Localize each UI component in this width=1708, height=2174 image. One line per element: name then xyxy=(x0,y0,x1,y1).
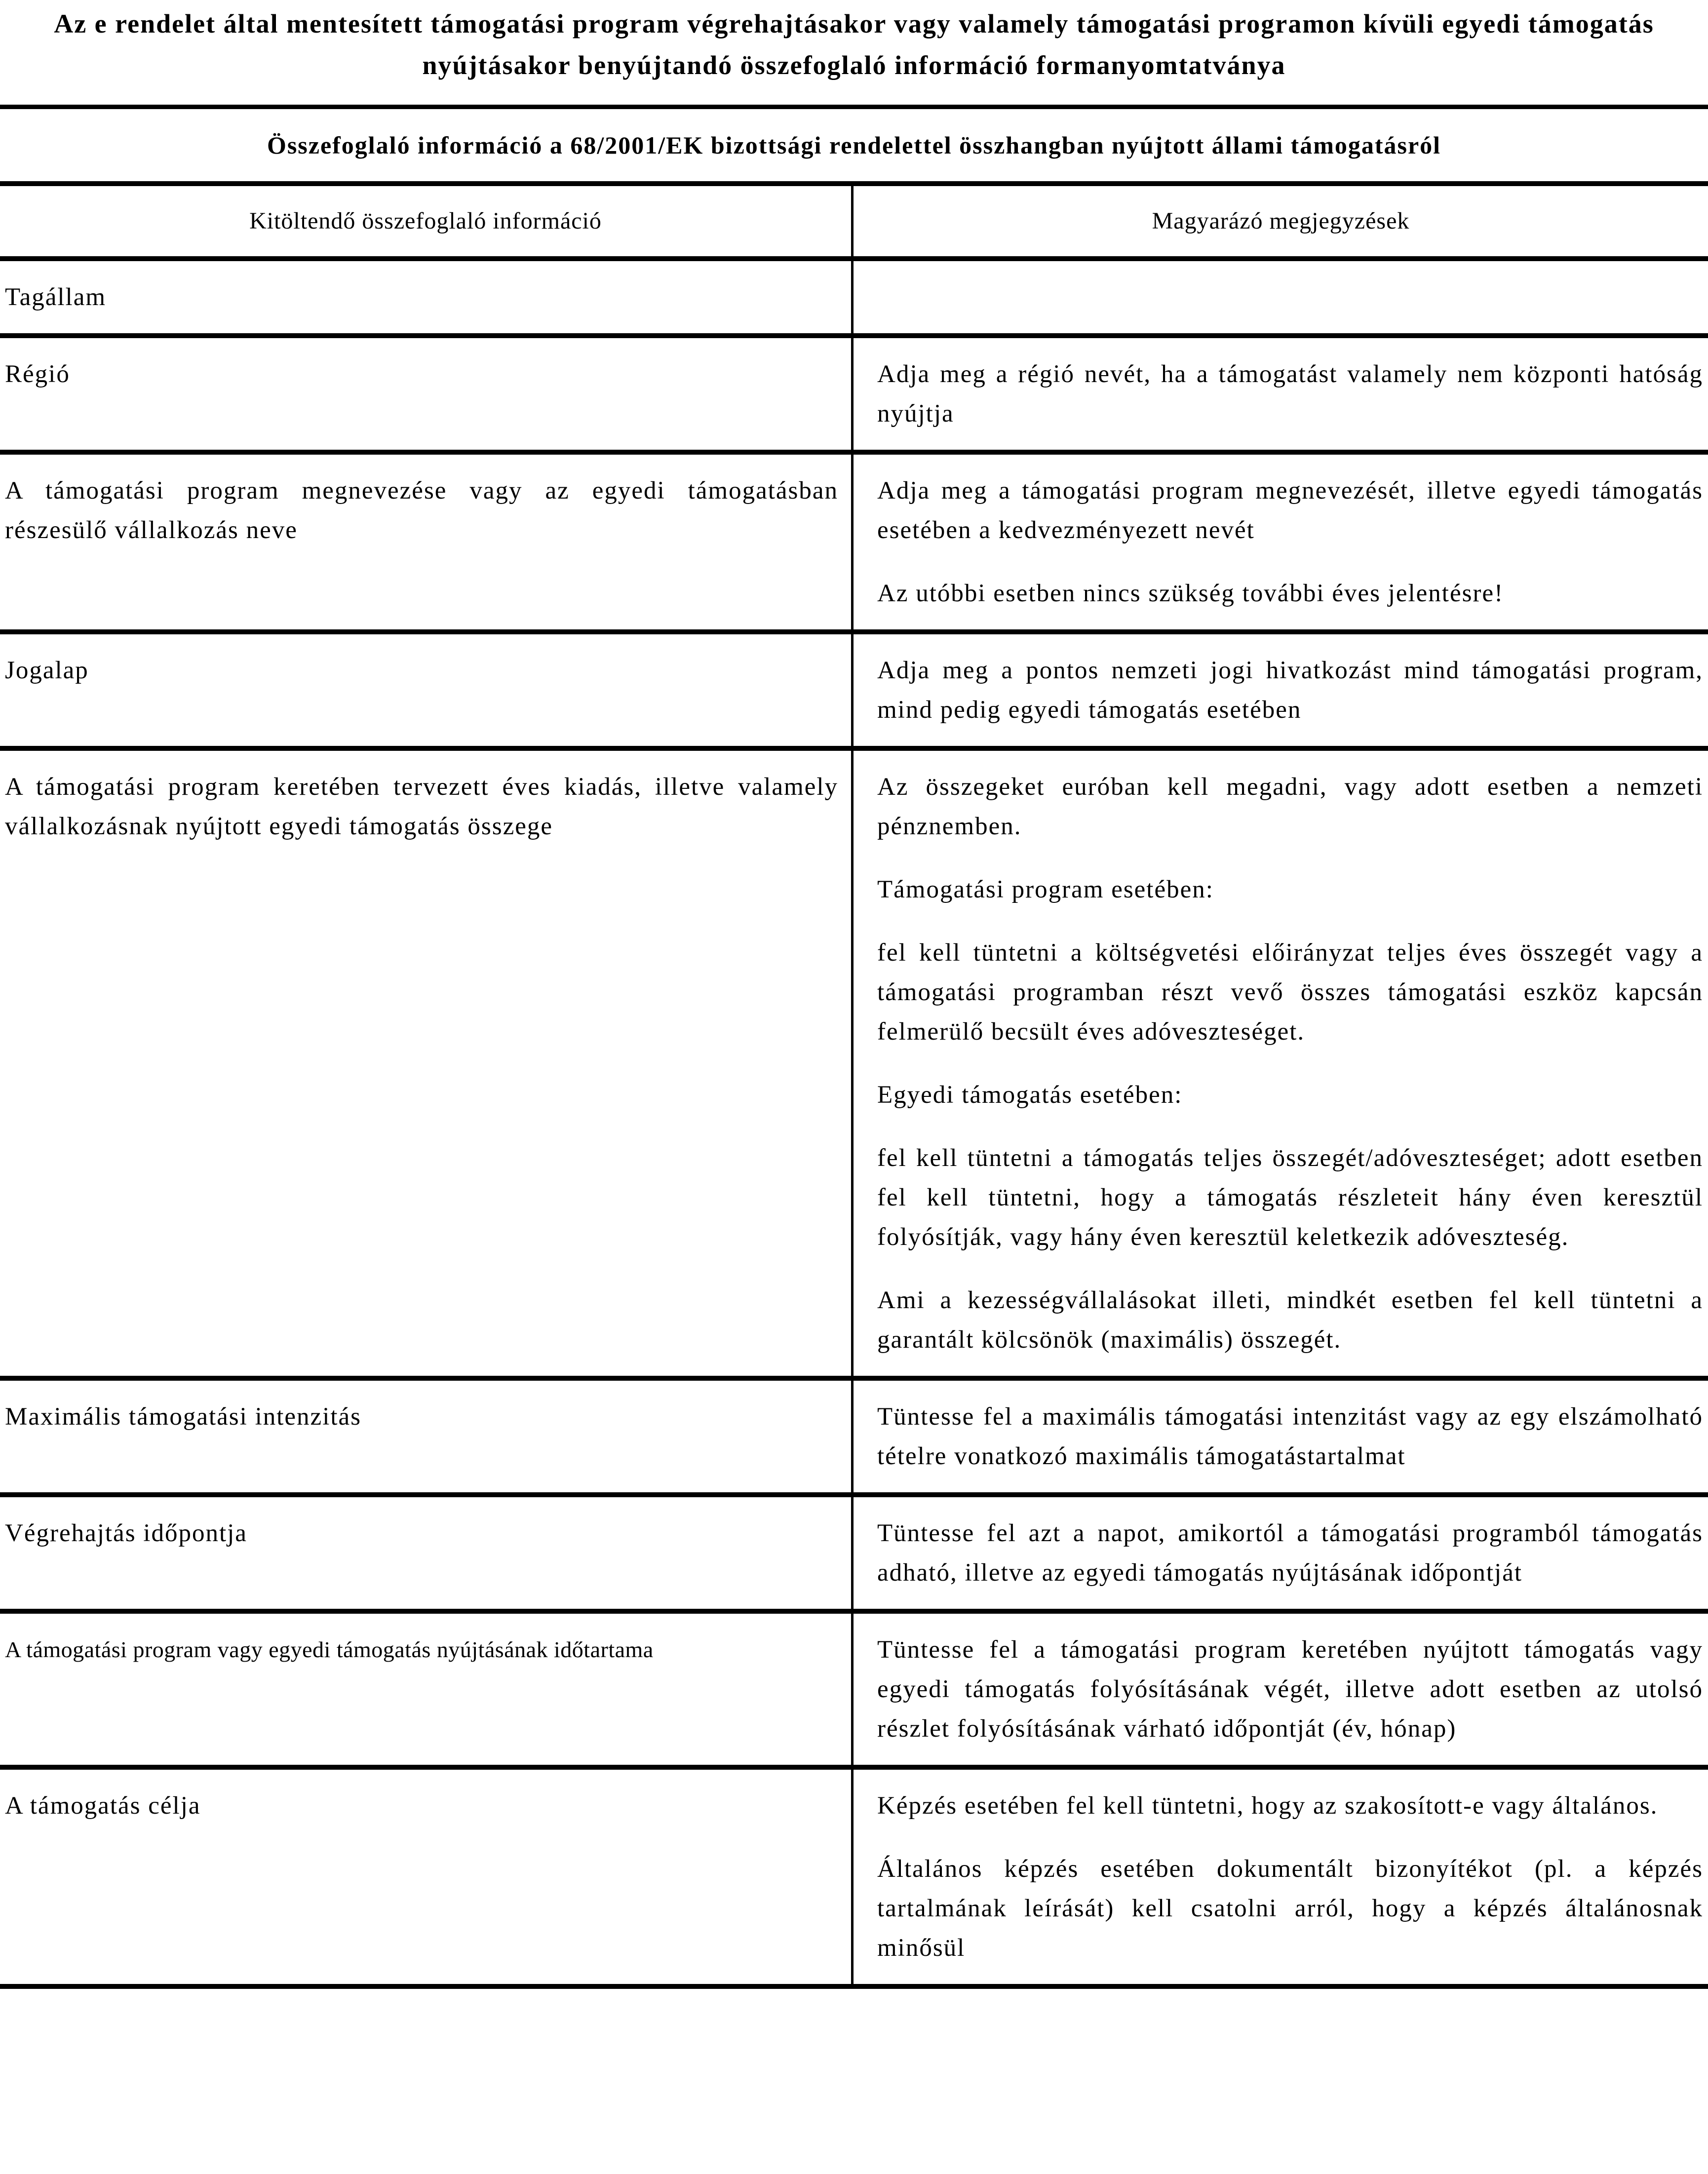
table-row xyxy=(0,1770,1708,1989)
summary-info-text: A támogatási program vagy egyedi támogatás nyújtásának időtartama xyxy=(5,1637,654,1662)
explanatory-note-text: fel kell tüntetni a költségvetési előirányzat teljes éves összegét vagy a támogatási programban részt vevő összes támogatási eszköz kapcsán felmerülő becsült éves adóveszteséget. xyxy=(877,939,1703,1046)
summary-info-cell xyxy=(0,338,851,450)
table-row xyxy=(0,261,1708,338)
explanatory-notes-cell xyxy=(851,1497,1708,1609)
explanatory-note-text: Adja meg a régió nevét, ha a támogatást valamely nem központi hatóság nyújtja xyxy=(877,360,1703,427)
explanatory-note-text: Tüntesse fel a maximális támogatási intenzitást vagy az egy elszámolható tételre vonatkozó maximális támogatástartalmat xyxy=(877,1403,1703,1470)
table-row xyxy=(0,455,1708,634)
column-header-explanatory-notes: Magyarázó megjegyzések xyxy=(851,186,1708,256)
summary-info-text: A támogatás célja xyxy=(5,1792,201,1820)
explanatory-note-text: Ami a kezességvállalásokat illeti, mindkét esetben fel kell tüntetni a garantált kölcsönök (maximális) összegét. xyxy=(877,1286,1703,1354)
explanatory-note-text: Az összegeket euróban kell megadni, vagy adott esetben a nemzeti pénznemben. xyxy=(877,773,1703,840)
summary-info-text: A támogatási program keretében tervezett éves kiadás, illetve valamely vállalkozásnak nyújtott egyedi támogatás összege xyxy=(5,773,838,840)
summary-info-cell xyxy=(0,1770,851,1984)
summary-info-cell xyxy=(0,751,851,1376)
table-row xyxy=(0,1381,1708,1497)
explanatory-note-text: Tüntesse fel azt a napot, amikortól a támogatási programból támogatás adható, illetve az egyedi támogatás nyújtásának időpontját xyxy=(877,1519,1703,1587)
explanatory-notes-cell xyxy=(851,751,1708,1376)
explanatory-notes-cell xyxy=(851,455,1708,629)
explanatory-note-text: Az utóbbi esetben nincs szükség további éves jelentésre! xyxy=(877,580,1504,607)
summary-info-cell xyxy=(0,1614,851,1765)
table-row xyxy=(0,634,1708,751)
explanatory-notes-cell xyxy=(851,1381,1708,1492)
explanatory-note-text: Adja meg a támogatási program megnevezését, illetve egyedi támogatás esetében a kedvezményezett nevét xyxy=(877,477,1703,544)
explanatory-notes-cell xyxy=(851,1614,1708,1765)
explanatory-notes-cell xyxy=(851,338,1708,450)
table-row xyxy=(0,751,1708,1381)
table-row xyxy=(0,338,1708,455)
summary-info-cell xyxy=(0,455,851,629)
summary-info-cell xyxy=(0,1381,851,1492)
explanatory-note-text: Tüntesse fel a támogatási program keretében nyújtott támogatás vagy egyedi támogatás folyósításának végét, illetve adott esetben az utolsó részlet folyósításának várható időpontját (év, hónap) xyxy=(877,1636,1703,1743)
explanatory-note-text: Egyedi támogatás esetében: xyxy=(877,1081,1183,1109)
explanatory-note-text: Általános képzés esetében dokumentált bizonyítékot (pl. a képzés tartalmának leírását) kell csatolni arról, hogy a képzés általánosnak minősül xyxy=(877,1855,1703,1962)
summary-info-text: A támogatási program megnevezése vagy az egyedi támogatásban részesülő vállalkozás neve xyxy=(5,477,838,544)
explanatory-note-text: Támogatási program esetében: xyxy=(877,876,1214,903)
table-row xyxy=(0,1614,1708,1770)
page-title: Az e rendelet által mentesített támogatási program végrehajtásakor vagy valamely támogatási programon kívüli egyedi támogatás nyújtásakor benyújtandó összefoglaló információ formanyomtatványa xyxy=(54,9,1654,80)
summary-info-cell xyxy=(0,1497,851,1609)
column-header-summary-info: Kitöltendő összefoglaló információ xyxy=(249,208,602,234)
table-caption: Összefoglaló információ a 68/2001/EK bizottsági rendelettel összhangban nyújtott állami támogatásról xyxy=(0,109,1708,186)
explanatory-notes-cell xyxy=(851,261,1708,333)
summary-info-text: Tagállam xyxy=(5,283,107,311)
summary-info-text: Jogalap xyxy=(5,657,89,684)
explanatory-notes-cell xyxy=(851,1770,1708,1984)
table-header-row xyxy=(0,186,1708,261)
explanatory-note-text: fel kell tüntetni a támogatás teljes összegét/adóveszteséget; adott esetben fel kell tüntetni, hogy a támogatás részleteit hány éven keresztül folyósítják, vagy hány éven keresztül keletkezik adóveszteség. xyxy=(877,1144,1703,1251)
summary-info-text: Régió xyxy=(5,360,70,388)
summary-info-cell xyxy=(0,261,851,333)
explanatory-notes-cell xyxy=(851,634,1708,746)
explanatory-note-text: Adja meg a pontos nemzeti jogi hivatkozást mind támogatási program, mind pedig egyedi támogatás esetében xyxy=(877,657,1703,724)
summary-info-text: Maximális támogatási intenzitás xyxy=(5,1403,362,1431)
summary-information-table xyxy=(0,105,1708,1989)
table-row xyxy=(0,1497,1708,1614)
explanatory-note-text: Képzés esetében fel kell tüntetni, hogy az szakosított-e vagy általános. xyxy=(877,1792,1658,1820)
summary-info-cell xyxy=(0,634,851,746)
table-body xyxy=(0,261,1708,1989)
summary-info-text: Végrehajtás időpontja xyxy=(5,1519,247,1547)
